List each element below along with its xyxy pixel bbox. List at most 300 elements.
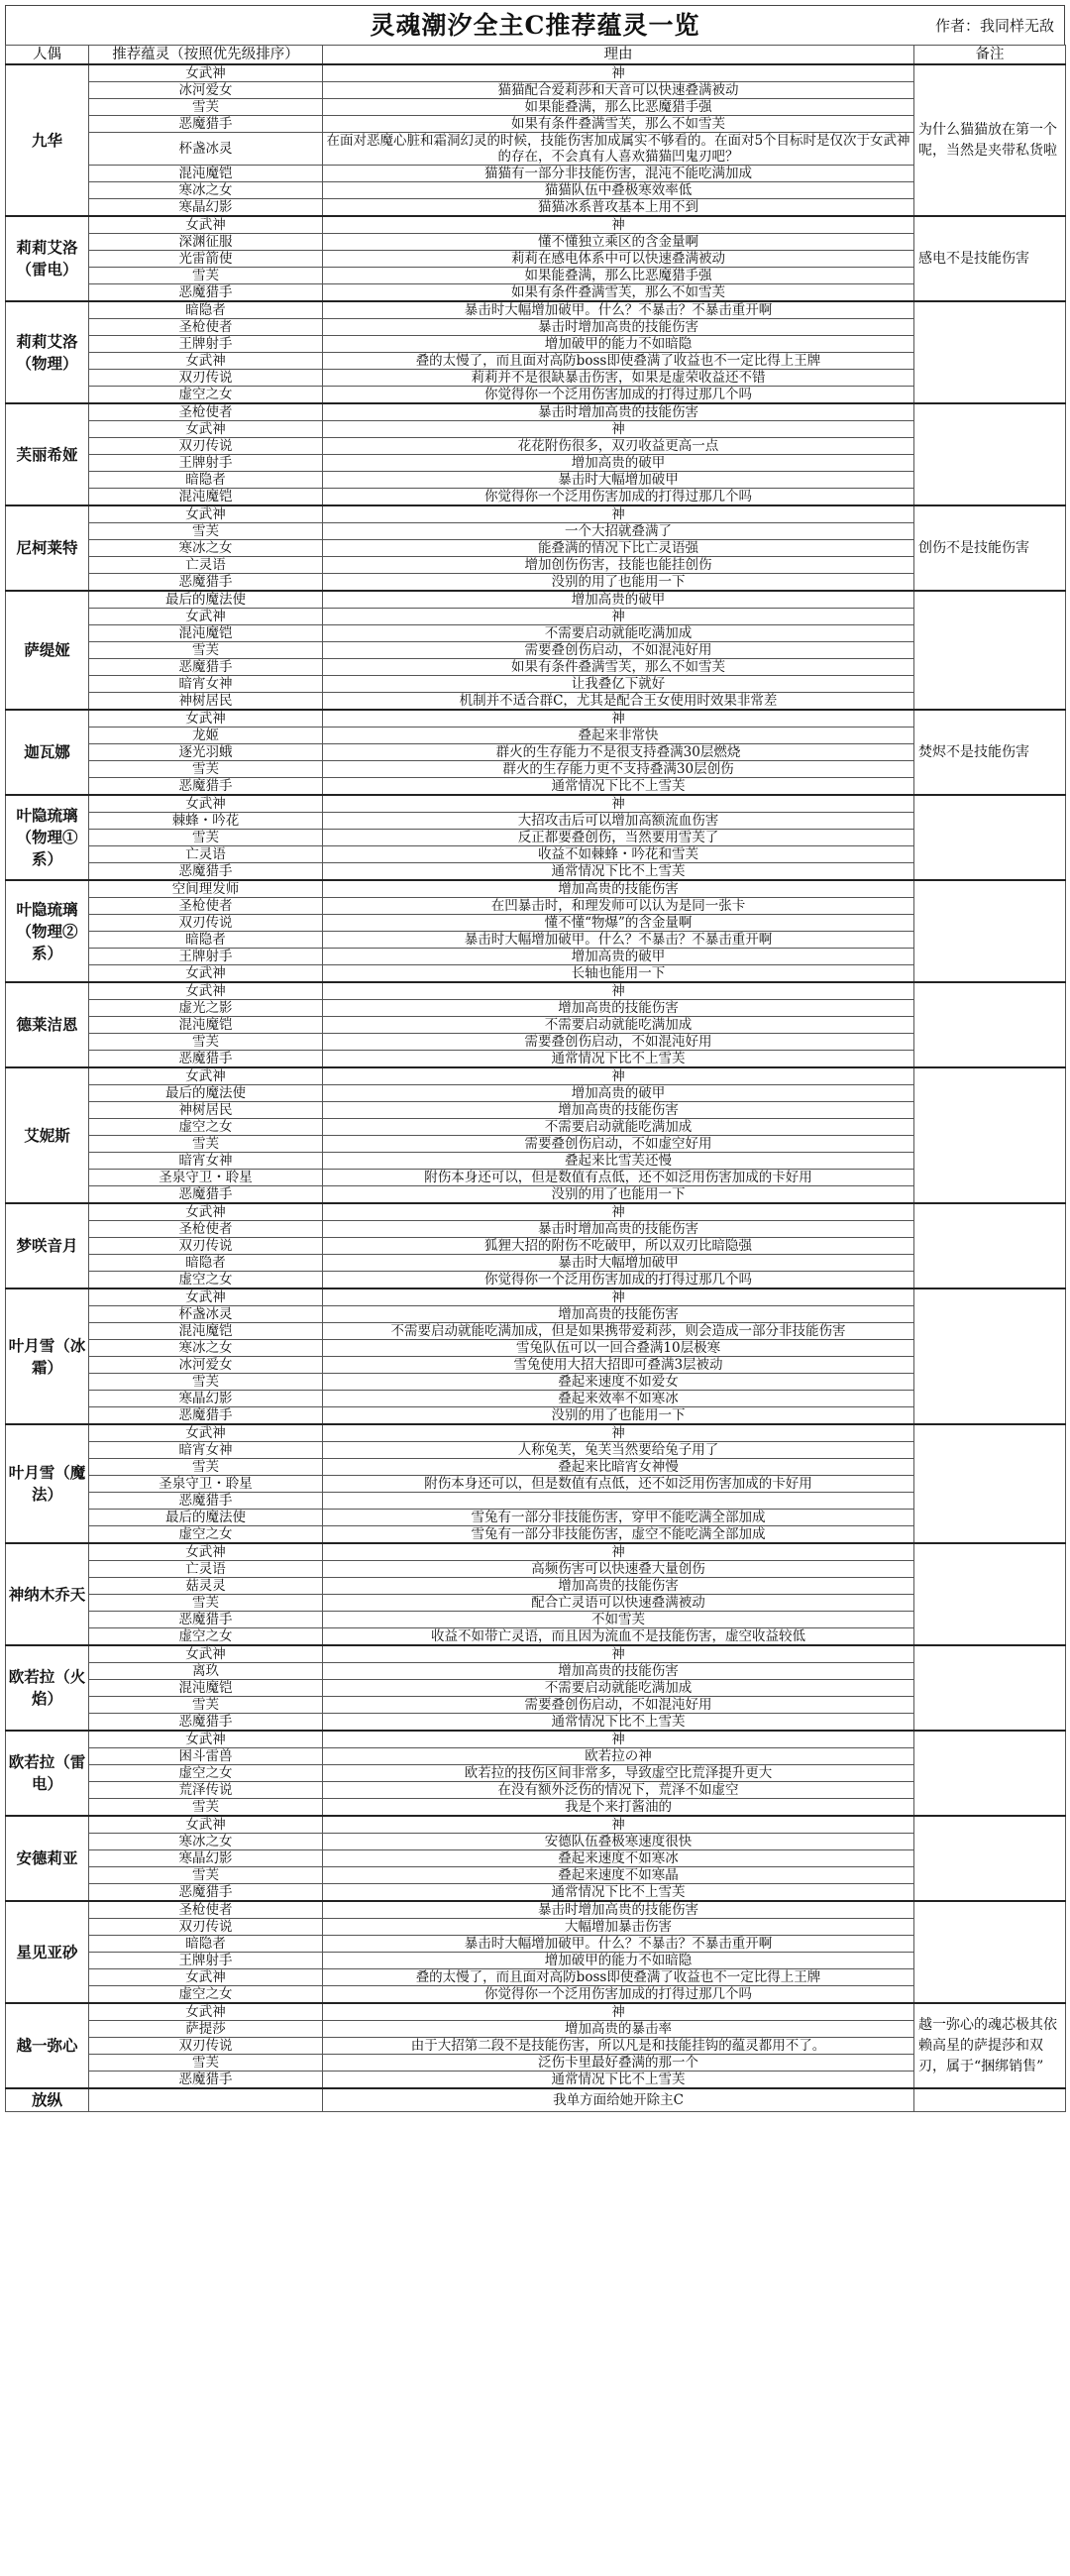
note-text xyxy=(914,301,1066,403)
spirit-name: 虚空之女 xyxy=(89,1272,323,1289)
spirit-name: 女武神 xyxy=(89,982,323,1000)
table-row xyxy=(6,1153,1066,1170)
spirit-name: 神树居民 xyxy=(89,1102,323,1119)
reason-text: 神 xyxy=(323,505,914,523)
table-row xyxy=(6,1884,1066,1902)
spirit-name: 恶魔猎手 xyxy=(89,1407,323,1425)
spirit-name: 混沌魔铠 xyxy=(89,1017,323,1034)
reason-text: 猫猫队伍中叠极寒效率低 xyxy=(323,182,914,199)
note-text xyxy=(914,403,1066,505)
spirit-name: 恶魔猎手 xyxy=(89,1186,323,1204)
table-row xyxy=(6,2003,1066,2021)
reason-text: 增加高贵的破甲 xyxy=(323,1085,914,1102)
spirit-name: 暗隐者 xyxy=(89,1936,323,1953)
spirit-name: 冰河爱女 xyxy=(89,1357,323,1374)
table-row xyxy=(6,505,1066,523)
table-row xyxy=(6,1816,1066,1834)
spirit-name: 王牌射手 xyxy=(89,1953,323,1969)
reason-text: 在面对恶魔心脏和霜洞幻灵的时候，技能伤害加成属实不够看的。在面对5个目标时是仅次于女武神的存在，不会真有人喜欢猫猫凹鬼刃吧？ xyxy=(323,133,914,166)
table-row xyxy=(6,1017,1066,1034)
reason-text: 暴击时大幅增加破甲 xyxy=(323,472,914,489)
table-row xyxy=(6,1697,1066,1714)
note-text xyxy=(914,1067,1066,1203)
spirit-name: 女武神 xyxy=(89,505,323,523)
spirit-name: 虚空之女 xyxy=(89,1526,323,1544)
spirit-name: 混沌魔铠 xyxy=(89,1680,323,1697)
table-row xyxy=(6,1067,1066,1085)
table-row xyxy=(6,251,1066,268)
table-row xyxy=(6,1986,1066,2004)
reason-text: 不需要启动就能吃满加成 xyxy=(323,625,914,642)
reason-text: 暴击时大幅增加破甲。什么？不暴击？不暴击重开啊 xyxy=(323,932,914,949)
table-row xyxy=(6,1000,1066,1017)
spirit-name: 离玖 xyxy=(89,1663,323,1680)
reason-text: 神 xyxy=(323,609,914,625)
reason-text: 增加高贵的暴击率 xyxy=(323,2021,914,2038)
table-row xyxy=(6,1799,1066,1817)
reason-text: 没别的用了也能用一下 xyxy=(323,1186,914,1204)
spirit-name: 雪芙 xyxy=(89,1136,323,1153)
reason-text: 收益不如带亡灵语，而且因为流血不是技能伤害，虚空收益较低 xyxy=(323,1628,914,1646)
column-header-note: 备注 xyxy=(914,46,1066,65)
spirit-name: 恶魔猎手 xyxy=(89,659,323,676)
table-row xyxy=(6,1323,1066,1340)
table-row xyxy=(6,1901,1066,1919)
table-row xyxy=(6,472,1066,489)
reason-text: 叠起来速度不如寒晶 xyxy=(323,1867,914,1884)
column-header-character: 人偶 xyxy=(6,46,89,65)
table-row xyxy=(6,659,1066,676)
reason-text: 不需要启动就能吃满加成 xyxy=(323,1680,914,1697)
spirit-name: 雪芙 xyxy=(89,99,323,116)
character-name: 欧若拉（雷电） xyxy=(6,1731,89,1816)
table-row xyxy=(6,421,1066,438)
spirit-name: 女武神 xyxy=(89,795,323,813)
footer-spirit xyxy=(89,2088,323,2112)
spirit-name: 女武神 xyxy=(89,1203,323,1221)
table-row xyxy=(6,387,1066,404)
reason-text: 神 xyxy=(323,1731,914,1748)
spirit-name: 亡灵语 xyxy=(89,846,323,863)
table-row xyxy=(6,319,1066,336)
table-row xyxy=(6,1543,1066,1561)
table-row xyxy=(6,540,1066,557)
reason-text: 叠的太慢了，而且面对高防boss即使叠满了收益也不一定比得上王牌 xyxy=(323,353,914,370)
reason-text: 高频伤害可以快速叠大量创伤 xyxy=(323,1561,914,1578)
reason-text xyxy=(323,1493,914,1510)
reason-text: 雪兔使用大招大招即可叠满3层被动 xyxy=(323,1357,914,1374)
table-row xyxy=(6,370,1066,387)
table-row xyxy=(6,1272,1066,1289)
table-row xyxy=(6,1612,1066,1628)
table-row xyxy=(6,1578,1066,1595)
note-text xyxy=(914,1731,1066,1816)
spirit-name: 圣泉守卫・聆星 xyxy=(89,1476,323,1493)
table-row xyxy=(6,166,1066,182)
table-row xyxy=(6,1288,1066,1306)
table-row xyxy=(6,1221,1066,1238)
table-row xyxy=(6,744,1066,761)
spirit-name: 圣枪使者 xyxy=(89,319,323,336)
table-row xyxy=(6,965,1066,983)
spirit-name: 棘蜂・吟花 xyxy=(89,813,323,830)
table-row xyxy=(6,846,1066,863)
table-row xyxy=(6,284,1066,302)
spirit-name: 恶魔猎手 xyxy=(89,863,323,881)
reason-text: 一个大招就叠满了 xyxy=(323,523,914,540)
table-row xyxy=(6,609,1066,625)
table-row xyxy=(6,898,1066,915)
table-row xyxy=(6,1340,1066,1357)
reason-text: 神 xyxy=(323,64,914,82)
spirit-name: 寒冰之女 xyxy=(89,1340,323,1357)
spirit-name: 最后的魔法使 xyxy=(89,1085,323,1102)
table-row xyxy=(6,830,1066,846)
spirit-name: 女武神 xyxy=(89,710,323,728)
spirit-name: 冰河爱女 xyxy=(89,82,323,99)
reason-text: 叠起来效率不如寒冰 xyxy=(323,1391,914,1407)
reason-text: 如果有条件叠满雪芙，那么不如雪芙 xyxy=(323,284,914,302)
note-text: 为什么猫猫放在第一个呢，当然是夹带私货啦 xyxy=(914,64,1066,216)
table-row xyxy=(6,1765,1066,1782)
reason-text: 神 xyxy=(323,1288,914,1306)
character-name: 德莱洁恩 xyxy=(6,982,89,1067)
spirit-name: 菇灵灵 xyxy=(89,1578,323,1595)
table-row xyxy=(6,64,1066,82)
reason-text: 神 xyxy=(323,1816,914,1834)
spirit-name: 女武神 xyxy=(89,353,323,370)
character-name: 尼柯莱特 xyxy=(6,505,89,591)
character-name: 欧若拉（火焰） xyxy=(6,1645,89,1731)
sheet xyxy=(5,5,1065,2112)
spirit-name: 混沌魔铠 xyxy=(89,489,323,506)
spirit-name: 暗隐者 xyxy=(89,932,323,949)
table-row xyxy=(6,863,1066,881)
reason-text: 如果有条件叠满雪芙，那么不如雪芙 xyxy=(323,116,914,133)
table-row xyxy=(6,813,1066,830)
note-text xyxy=(914,1288,1066,1424)
reason-text: 花花附伤很多，双刃收益更高一点 xyxy=(323,438,914,455)
table-row xyxy=(6,1510,1066,1526)
reason-text: 没别的用了也能用一下 xyxy=(323,1407,914,1425)
table-row xyxy=(6,216,1066,234)
reason-text: 如果有条件叠满雪芙，那么不如雪芙 xyxy=(323,659,914,676)
reason-text: 你觉得你一个泛用伤害加成的打得过那几个吗 xyxy=(323,1272,914,1289)
reason-text: 雪兔有一部分非技能伤害，虚空不能吃满全部加成 xyxy=(323,1526,914,1544)
table-row xyxy=(6,778,1066,796)
table-row xyxy=(6,1374,1066,1391)
table-row xyxy=(6,1595,1066,1612)
table-row xyxy=(6,1085,1066,1102)
character-name: 莉莉艾洛（雷电） xyxy=(6,216,89,301)
reason-text: 不如雪芙 xyxy=(323,1612,914,1628)
reason-text: 欧若拉的技伤区间非常多，导致虚空比荒泽提升更大 xyxy=(323,1765,914,1782)
spirit-name: 雪芙 xyxy=(89,268,323,284)
spirit-name: 恶魔猎手 xyxy=(89,778,323,796)
character-name: 安德莉亚 xyxy=(6,1816,89,1901)
spirit-name: 双刃传说 xyxy=(89,438,323,455)
table-row xyxy=(6,234,1066,251)
reason-text: 由于大招第二段不是技能伤害，所以凡是和技能挂钩的蕴灵都用不了。 xyxy=(323,2038,914,2055)
reason-text: 增加高贵的破甲 xyxy=(323,949,914,965)
character-name: 叶月雪（魔法） xyxy=(6,1424,89,1543)
reason-text: 暴击时大幅增加破甲 xyxy=(323,1255,914,1272)
footer-row xyxy=(6,2088,1066,2112)
reason-text: 大招攻击后可以增加高额流血伤害 xyxy=(323,813,914,830)
reason-text: 如果能叠满，那么比恶魔猎手强 xyxy=(323,268,914,284)
reason-text: 收益不如棘蜂・吟花和雪芙 xyxy=(323,846,914,863)
table-row xyxy=(6,182,1066,199)
table-row xyxy=(6,1051,1066,1068)
table-row xyxy=(6,1255,1066,1272)
reason-text: 狐狸大招的附伤不吃破甲，所以双刃比暗隐强 xyxy=(323,1238,914,1255)
spirit-name: 圣枪使者 xyxy=(89,898,323,915)
spirit-name: 寒晶幻影 xyxy=(89,199,323,217)
character-name: 九华 xyxy=(6,64,89,216)
table-row xyxy=(6,455,1066,472)
reason-text: 如果能叠满，那么比恶魔猎手强 xyxy=(323,99,914,116)
spirit-name: 混沌魔铠 xyxy=(89,1323,323,1340)
reason-text: 神 xyxy=(323,421,914,438)
reason-text: 群火的生存能力不是很支持叠满30层燃烧 xyxy=(323,744,914,761)
spirit-name: 暗宵女神 xyxy=(89,1153,323,1170)
table-row xyxy=(6,2055,1066,2072)
spirit-name: 寒冰之女 xyxy=(89,1834,323,1850)
reason-text: 通常情况下比不上雪芙 xyxy=(323,863,914,881)
spirit-name: 雪芙 xyxy=(89,2055,323,2072)
table-row xyxy=(6,438,1066,455)
spirit-name: 王牌射手 xyxy=(89,949,323,965)
reason-text: 群火的生存能力更不支持叠满30层创伤 xyxy=(323,761,914,778)
table-row xyxy=(6,591,1066,609)
spirit-name: 寒晶幻影 xyxy=(89,1850,323,1867)
table-row xyxy=(6,761,1066,778)
spirit-name: 逐光羽蛾 xyxy=(89,744,323,761)
spirit-name: 虚空之女 xyxy=(89,387,323,404)
table-row xyxy=(6,1834,1066,1850)
reason-text: 你觉得你一个泛用伤害加成的打得过那几个吗 xyxy=(323,1986,914,2004)
reason-text: 增加高贵的技能伤害 xyxy=(323,1578,914,1595)
note-text xyxy=(914,1645,1066,1731)
table-row xyxy=(6,676,1066,693)
reason-text: 叠起来比暗宵女神慢 xyxy=(323,1459,914,1476)
reason-text: 通常情况下比不上雪芙 xyxy=(323,778,914,796)
note-text: 越一弥心的魂芯极其依赖高星的萨提莎和双刃，属于“捆绑销售” xyxy=(914,2003,1066,2088)
reason-text: 增加高贵的技能伤害 xyxy=(323,1000,914,1017)
spirit-name: 荒泽传说 xyxy=(89,1782,323,1799)
spirit-name: 王牌射手 xyxy=(89,455,323,472)
reason-text: 增加高贵的技能伤害 xyxy=(323,1102,914,1119)
spirit-name: 女武神 xyxy=(89,1645,323,1663)
reason-text: 通常情况下比不上雪芙 xyxy=(323,1884,914,1902)
reason-text: 神 xyxy=(323,795,914,813)
table-row xyxy=(6,1748,1066,1765)
reason-text: 你觉得你一个泛用伤害加成的打得过那几个吗 xyxy=(323,387,914,404)
table-row xyxy=(6,99,1066,116)
spirit-name: 虚空之女 xyxy=(89,1119,323,1136)
spirit-name: 双刃传说 xyxy=(89,1238,323,1255)
spirit-name: 女武神 xyxy=(89,1816,323,1834)
reason-text: 叠起来非常快 xyxy=(323,728,914,744)
table-row xyxy=(6,1493,1066,1510)
note-text xyxy=(914,880,1066,982)
spirit-name: 雪芙 xyxy=(89,523,323,540)
spirit-name: 圣泉守卫・聆星 xyxy=(89,1170,323,1186)
reason-text: 通常情况下比不上雪芙 xyxy=(323,1714,914,1732)
spirit-name: 暗隐者 xyxy=(89,301,323,319)
table-row xyxy=(6,1119,1066,1136)
reason-text: 懂不懂独立乘区的含金量啊 xyxy=(323,234,914,251)
reason-text: 莉莉在感电体系中可以快速叠满被动 xyxy=(323,251,914,268)
table-row xyxy=(6,1936,1066,1953)
spirit-name: 虚空之女 xyxy=(89,1986,323,2004)
table-row xyxy=(6,1034,1066,1051)
reason-text: 懂不懂“物爆”的含金量啊 xyxy=(323,915,914,932)
table-row xyxy=(6,642,1066,659)
table-row xyxy=(6,403,1066,421)
reason-text: 需要叠创伤启动，不如混沌好用 xyxy=(323,642,914,659)
spirit-name: 女武神 xyxy=(89,1731,323,1748)
character-name: 莉莉艾洛（物理） xyxy=(6,301,89,403)
spirit-name: 雪芙 xyxy=(89,1799,323,1817)
spirit-name: 雪芙 xyxy=(89,1034,323,1051)
spirit-name: 雪芙 xyxy=(89,1867,323,1884)
reason-text: 通常情况下比不上雪芙 xyxy=(323,2072,914,2089)
spirit-name: 困斗雷兽 xyxy=(89,1748,323,1765)
spirit-name: 女武神 xyxy=(89,1067,323,1085)
recommendation-table xyxy=(5,45,1066,2112)
spirit-name: 寒冰之女 xyxy=(89,540,323,557)
reason-text: 神 xyxy=(323,1645,914,1663)
reason-text: 叠起来速度不如寒冰 xyxy=(323,1850,914,1867)
reason-text: 叠的太慢了，而且面对高防boss即使叠满了收益也不一定比得上王牌 xyxy=(323,1969,914,1986)
spirit-name: 恶魔猎手 xyxy=(89,1884,323,1902)
reason-text: 不需要启动就能吃满加成 xyxy=(323,1017,914,1034)
reason-text: 猫猫配合爱莉莎和天音可以快速叠满被动 xyxy=(323,82,914,99)
spirit-name: 雪芙 xyxy=(89,1697,323,1714)
spirit-name: 龙姬 xyxy=(89,728,323,744)
reason-text: 需要叠创伤启动，不如虚空好用 xyxy=(323,1136,914,1153)
character-name: 艾妮斯 xyxy=(6,1067,89,1203)
character-name: 神纳木乔天 xyxy=(6,1543,89,1645)
column-header-spirit: 推荐蕴灵（按照优先级排序） xyxy=(89,46,323,65)
reason-text: 反正都要叠创伤，当然要用雪芙了 xyxy=(323,830,914,846)
reason-text: 暴击时增加高贵的技能伤害 xyxy=(323,1221,914,1238)
reason-text: 需要叠创伤启动，不如混沌好用 xyxy=(323,1697,914,1714)
table-row xyxy=(6,1561,1066,1578)
reason-text: 神 xyxy=(323,710,914,728)
reason-text: 猫猫有一部分非技能伤害，混沌不能吃满加成 xyxy=(323,166,914,182)
table-row xyxy=(6,1459,1066,1476)
table-row xyxy=(6,1969,1066,1986)
reason-text: 神 xyxy=(323,1203,914,1221)
table-row xyxy=(6,1476,1066,1493)
spirit-name: 杯盏冰灵 xyxy=(89,133,323,166)
table-row xyxy=(6,982,1066,1000)
reason-text: 神 xyxy=(323,2003,914,2021)
note-text xyxy=(914,1543,1066,1645)
table-row xyxy=(6,1238,1066,1255)
table-row xyxy=(6,1714,1066,1732)
reason-text: 泛伤卡里最好叠满的那一个 xyxy=(323,2055,914,2072)
reason-text: 大幅增加暴击伤害 xyxy=(323,1919,914,1936)
spirit-name: 暗宵女神 xyxy=(89,1442,323,1459)
spirit-name: 恶魔猎手 xyxy=(89,284,323,302)
spirit-name: 女武神 xyxy=(89,1969,323,1986)
reason-text: 没别的用了也能用一下 xyxy=(323,574,914,592)
reason-text: 暴击时增加高贵的技能伤害 xyxy=(323,1901,914,1919)
table-row xyxy=(6,336,1066,353)
reason-text: 机制并不适合群C，尤其是配合王女使用时效果非常差 xyxy=(323,693,914,711)
table-row xyxy=(6,795,1066,813)
table-row xyxy=(6,1919,1066,1936)
spirit-name: 女武神 xyxy=(89,64,323,82)
spirit-name: 寒晶幻影 xyxy=(89,1391,323,1407)
table-row xyxy=(6,1663,1066,1680)
reason-text: 需要叠创伤启动，不如混沌好用 xyxy=(323,1034,914,1051)
spirit-name: 女武神 xyxy=(89,1288,323,1306)
spirit-name: 虚光之影 xyxy=(89,1000,323,1017)
reason-text: 增加高贵的破甲 xyxy=(323,591,914,609)
spirit-name: 暗隐者 xyxy=(89,472,323,489)
header-row xyxy=(6,46,1066,65)
table-row xyxy=(6,133,1066,166)
spirit-name: 亡灵语 xyxy=(89,557,323,574)
reason-text: 长轴也能用一下 xyxy=(323,965,914,983)
spirit-name: 圣枪使者 xyxy=(89,1901,323,1919)
reason-text: 让我叠亿下就好 xyxy=(323,676,914,693)
spirit-name: 恶魔猎手 xyxy=(89,2072,323,2089)
page-title: 灵魂潮汐全主C推荐蕴灵一览 xyxy=(370,11,700,40)
note-text: 感电不是技能伤害 xyxy=(914,216,1066,301)
reason-text: 能叠满的情况下比亡灵语强 xyxy=(323,540,914,557)
reason-text: 叠起来速度不如爱女 xyxy=(323,1374,914,1391)
reason-text: 暴击时大幅增加破甲。什么？不暴击？不暴击重开啊 xyxy=(323,301,914,319)
reason-text: 我是个来打酱油的 xyxy=(323,1799,914,1817)
spirit-name: 恶魔猎手 xyxy=(89,574,323,592)
table-row xyxy=(6,1442,1066,1459)
spirit-name: 女武神 xyxy=(89,421,323,438)
spirit-name: 雪芙 xyxy=(89,642,323,659)
spirit-name: 混沌魔铠 xyxy=(89,166,323,182)
table-row xyxy=(6,915,1066,932)
character-name: 萨缇娅 xyxy=(6,591,89,710)
table-row xyxy=(6,116,1066,133)
spirit-name: 恶魔猎手 xyxy=(89,1714,323,1732)
reason-text: 神 xyxy=(323,1424,914,1442)
character-name: 梦咲音月 xyxy=(6,1203,89,1288)
table-row xyxy=(6,880,1066,898)
table-row xyxy=(6,574,1066,592)
table-row xyxy=(6,2038,1066,2055)
table-row xyxy=(6,710,1066,728)
table-row xyxy=(6,557,1066,574)
table-row xyxy=(6,489,1066,506)
footer-character: 放纵 xyxy=(6,2088,89,2112)
table-row xyxy=(6,1357,1066,1374)
spirit-name: 雪芙 xyxy=(89,1459,323,1476)
reason-text: 雪兔队伍可以一回合叠满10层极寒 xyxy=(323,1340,914,1357)
spirit-name: 圣枪使者 xyxy=(89,1221,323,1238)
footer-reason: 我单方面给她开除主C xyxy=(323,2088,914,2112)
note-text: 创伤不是技能伤害 xyxy=(914,505,1066,591)
reason-text: 猫猫冰系普攻基本上用不到 xyxy=(323,199,914,217)
spirit-name: 虚空之女 xyxy=(89,1628,323,1646)
table-row xyxy=(6,1953,1066,1969)
reason-text: 神 xyxy=(323,1067,914,1085)
table-row xyxy=(6,199,1066,217)
reason-text: 增加破甲的能力不如暗隐 xyxy=(323,1953,914,1969)
